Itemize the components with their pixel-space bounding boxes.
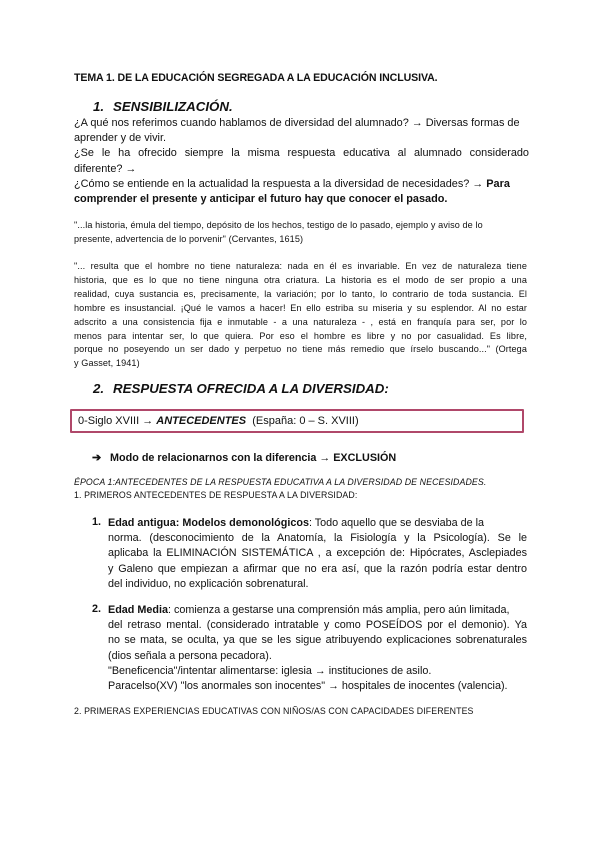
item-1-text (108, 516, 527, 592)
section-2-title: RESPUESTA OFRECIDA A LA DIVERSIDAD: (113, 381, 389, 396)
quote-line: y Gasset, 1941) (74, 358, 140, 369)
item-line: : comienza a gestarse una comprensión más amplia, pero aún limitada, (168, 604, 510, 616)
item-bold: Edad antigua: Modelos demonológicos (108, 517, 309, 529)
quote-line: historia, que es lo que no tiene ninguna otra criatura. La historia es el modo de ser propio a una (74, 274, 527, 285)
quote-line: "...la historia, émula del tiempo, depósito de los hechos, testigo de lo pasado, ejemplo y aviso de lo (74, 220, 483, 230)
item-line: del individuo, no explicación sobrenatural. (108, 577, 309, 590)
antecedentes-box (70, 409, 524, 433)
item-line: norma. (desconocimiento de la Anatomía, la Fisiología y la Psicología). Se le (108, 532, 527, 545)
body-line: ¿Se le ha ofrecido siempre la misma respuesta educativa al alumnado considerado (74, 147, 529, 160)
box-suffix: (España: 0 – S. XVIII) (252, 415, 359, 427)
section-1-heading (93, 99, 233, 114)
section-1-number: 1. (93, 99, 105, 114)
item-2-text (108, 603, 527, 694)
subsection-1-heading: 1. PRIMEROS ANTECEDENTES DE RESPUESTA A LA DIVERSIDAD: (74, 490, 358, 500)
item-line: : Todo aquello que se desviaba de la (308, 517, 485, 529)
section-2-number: 2. (93, 381, 105, 396)
item-line: y Galeno que empiezan a afirmar que no era así, que la razón podría estar dentro (108, 562, 527, 575)
quote-line: menos para intentar ser, lo que quiera. Por eso el hombre es libre y no por casualidad. Es libre, (74, 330, 527, 341)
quote-line: adscrito a una consistencia fija e inmutable - a una naturaleza - , está en franquía para ser, por lo (74, 316, 527, 327)
item-line: del retraso mental. (considerado intratable y como POSEÍDOS por el demonio). Ya (108, 619, 527, 632)
body-line-wrap (74, 177, 529, 192)
quote-line: hombre es insustancial. ¡Qué le vamos a hacer! En ello estriba su miseria y su esplendor. Al no estar (74, 302, 527, 313)
item-line: aplicaba la ELIMINACIÓN SISTEMÁTICA , a excepción de: Hipócrates, Asclepiades (108, 547, 527, 560)
quote-line: presente, advertencia de lo porvenir" (Cervantes, 1615) (74, 234, 304, 244)
quote-cervantes (74, 218, 527, 246)
quote-line: "... resulta que el hombre no tiene naturaleza: nada en él es invariable. En vez de naturaleza tiene (74, 261, 527, 271)
body-line: aprender y de vivir. (74, 132, 167, 145)
document-title: TEMA 1. DE LA EDUCACIÓN SEGREGADA A LA EDUCACIÓN INCLUSIVA. (74, 72, 438, 84)
bold-tail: Para (486, 177, 510, 190)
item-line: (dios señala a persona pecadora). (108, 649, 272, 662)
arrow-bullet-icon: ➔ (92, 452, 102, 464)
item-line: no se mata, se oculta, ya que se les sigue atribuyendo explicaciones sobrenaturales (108, 634, 527, 647)
body-line: ¿A qué nos referimos cuando hablamos de diversidad del alumnado? → Diversas formas de (74, 117, 520, 129)
item-line: "Beneficencia"/intentar alimentarse: iglesia → instituciones de asilo. (108, 664, 432, 677)
subsection-2-heading: 2. PRIMERAS EXPERIENCIAS EDUCATIVAS CON NIÑOS/AS CON CAPACIDADES DIFERENTES (74, 706, 474, 716)
item-2-number: 2. (92, 603, 102, 615)
item-line-wrap (108, 603, 527, 618)
quote-line: realidad, cuya sustancia es, precisamente, la variación; por lo tanto, lo contrario de toda sustancia. El (74, 288, 527, 299)
box-bold: ANTECEDENTES (156, 415, 247, 427)
bullet-text: Modo de relacionarnos con la diferencia → EXCLUSIÓN (110, 452, 397, 464)
item-bold: Edad Media (108, 604, 168, 616)
section-2-heading (93, 381, 389, 396)
quote-line: porque no poseyendo un ser dado y perpetuo no tiene más remedio que írselo buscando..." (Ortega (74, 344, 527, 355)
section-1-body (74, 116, 529, 207)
section-1-title: SENSIBILIZACIÓN. (113, 99, 233, 114)
body-line: ¿Cómo se entiende en la actualidad la respuesta a la diversidad de necesidades? → (74, 177, 484, 190)
body-line: diferente? → (74, 162, 137, 175)
exclusion-bullet (92, 451, 396, 464)
box-text (78, 415, 359, 427)
bold-line: comprender el presente y anticipar el futuro hay que conocer el pasado. (74, 193, 448, 206)
quote-ortega (74, 260, 527, 371)
item-line: Paracelso(XV) "los anormales son inocentes" → hospitales de inocentes (valencia). (108, 680, 508, 693)
epoca-heading: ÉPOCA 1:ANTECEDENTES DE LA RESPUESTA EDUCATIVA A LA DIVERSIDAD DE NECESIDADES. (74, 477, 487, 487)
item-line-wrap (108, 516, 527, 531)
box-prefix: 0-Siglo XVIII → (78, 415, 154, 427)
item-1-number: 1. (92, 516, 102, 528)
